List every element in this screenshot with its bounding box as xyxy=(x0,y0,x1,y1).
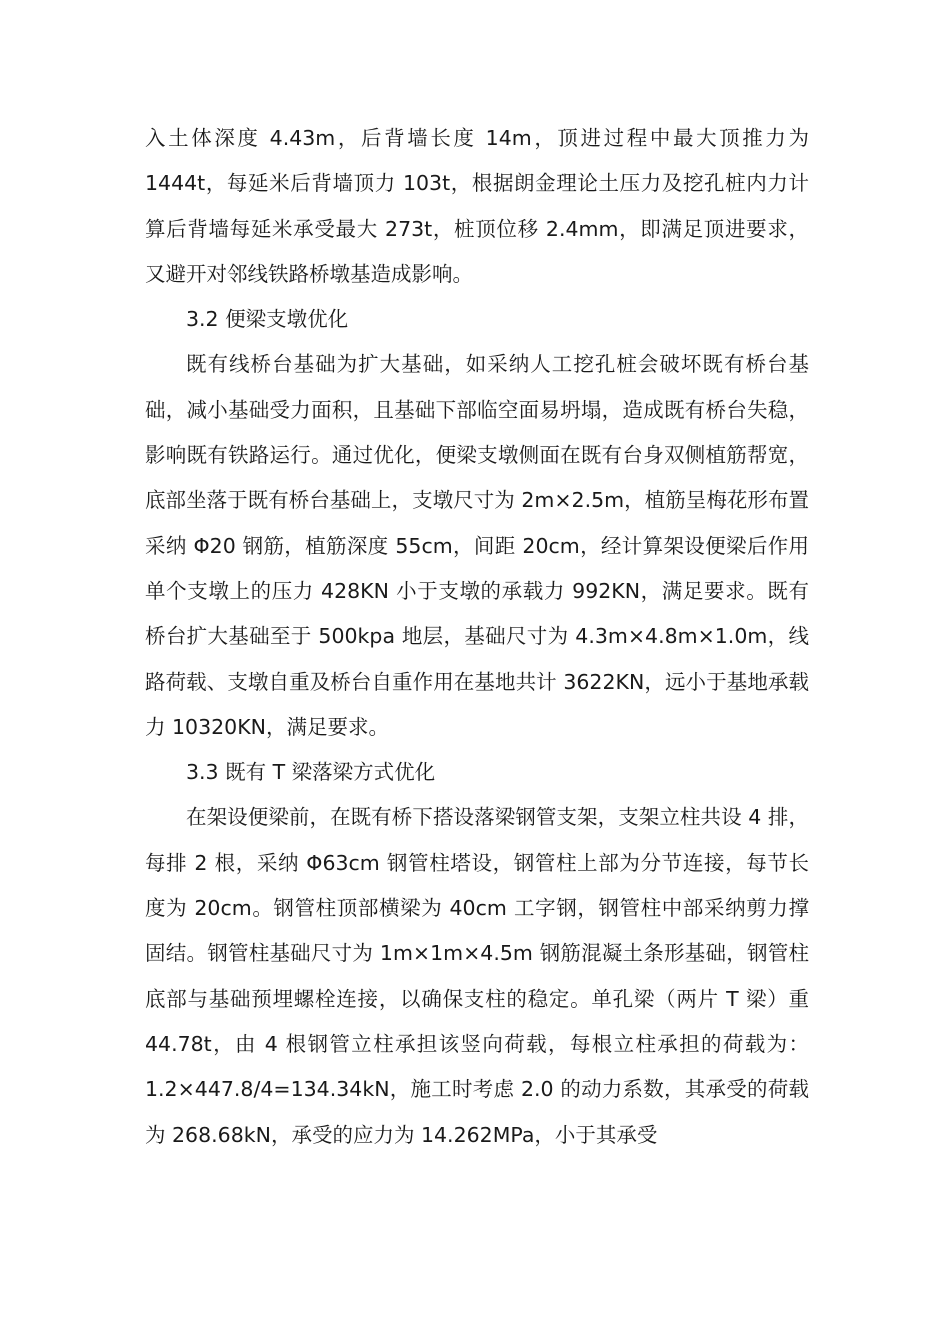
section-heading-3-2: 3.2 便梁支墩优化 xyxy=(186,307,349,332)
paragraph-support-pier: 既有线桥台基础为扩大基础，如采纳人工挖孔桩会破坏既有桥台基础，减小基础受力面积，且基础下部临空面易坍塌，造成既有桥台失稳，影响既有铁路运行。通过优化，便梁支墩侧面在既有台身双侧植筋帮宽，底部坐落于既有桥台基础上，支墩尺寸为 2m×2.5m，植筋呈梅花形布置采纳 Φ20 钢筋，植筋深度 55cm，间距 20cm，经计算架设便梁后作用单个支墩上的压力 428KN 小于支墩的承载力 992KN，满足要求。既有桥台扩大基础至于 500kpa 地层，基础尺寸为 4.3m×4.8m×1.0m，线路荷载、支墩自重及桥台自重作用在基地共计 3622KN，远小于基地承载力 10320KN，满足要求。 xyxy=(145,352,809,739)
section-heading-3-3: 3.3 既有 T 梁落梁方式优化 xyxy=(186,760,436,785)
paragraph-continuation: 入土体深度 4.43m，后背墙长度 14m，顶进过程中最大顶推力为 1444t，每延米后背墙顶力 103t，根据朗金理论土压力及挖孔桩内力计算后背墙每延米承受最大 273t，桩顶位移 2.4mm，即满足顶进要求，又避开对邻线铁路桥墩基造成影响。 xyxy=(145,126,809,286)
document-body xyxy=(145,116,809,1158)
paragraph-beam-lowering: 在架设便梁前，在既有桥下搭设落梁钢管支架，支架立柱共设 4 排，每排 2 根，采纳 Φ63cm 钢管柱塔设，钢管柱上部为分节连接，每节长度为 20cm。钢管柱顶部横梁为 40cm 工字钢，钢管柱中部采纳剪力撑固结。钢管柱基础尺寸为 1m×1m×4.5m 钢筋混凝土条形基础，钢管柱底部与基础预埋螺栓连接，以确保支柱的稳定。单孔梁（两片 T 梁）重 44.78t，由 4 根钢管立柱承担该竖向荷载，每根立柱承担的荷载为：1.2×447.8/4=134.34kN，施工时考虑 2.0 的动力系数，其承受的荷载为 268.68kN，承受的应力为 14.262MPa，小于其承受 xyxy=(145,805,809,1147)
